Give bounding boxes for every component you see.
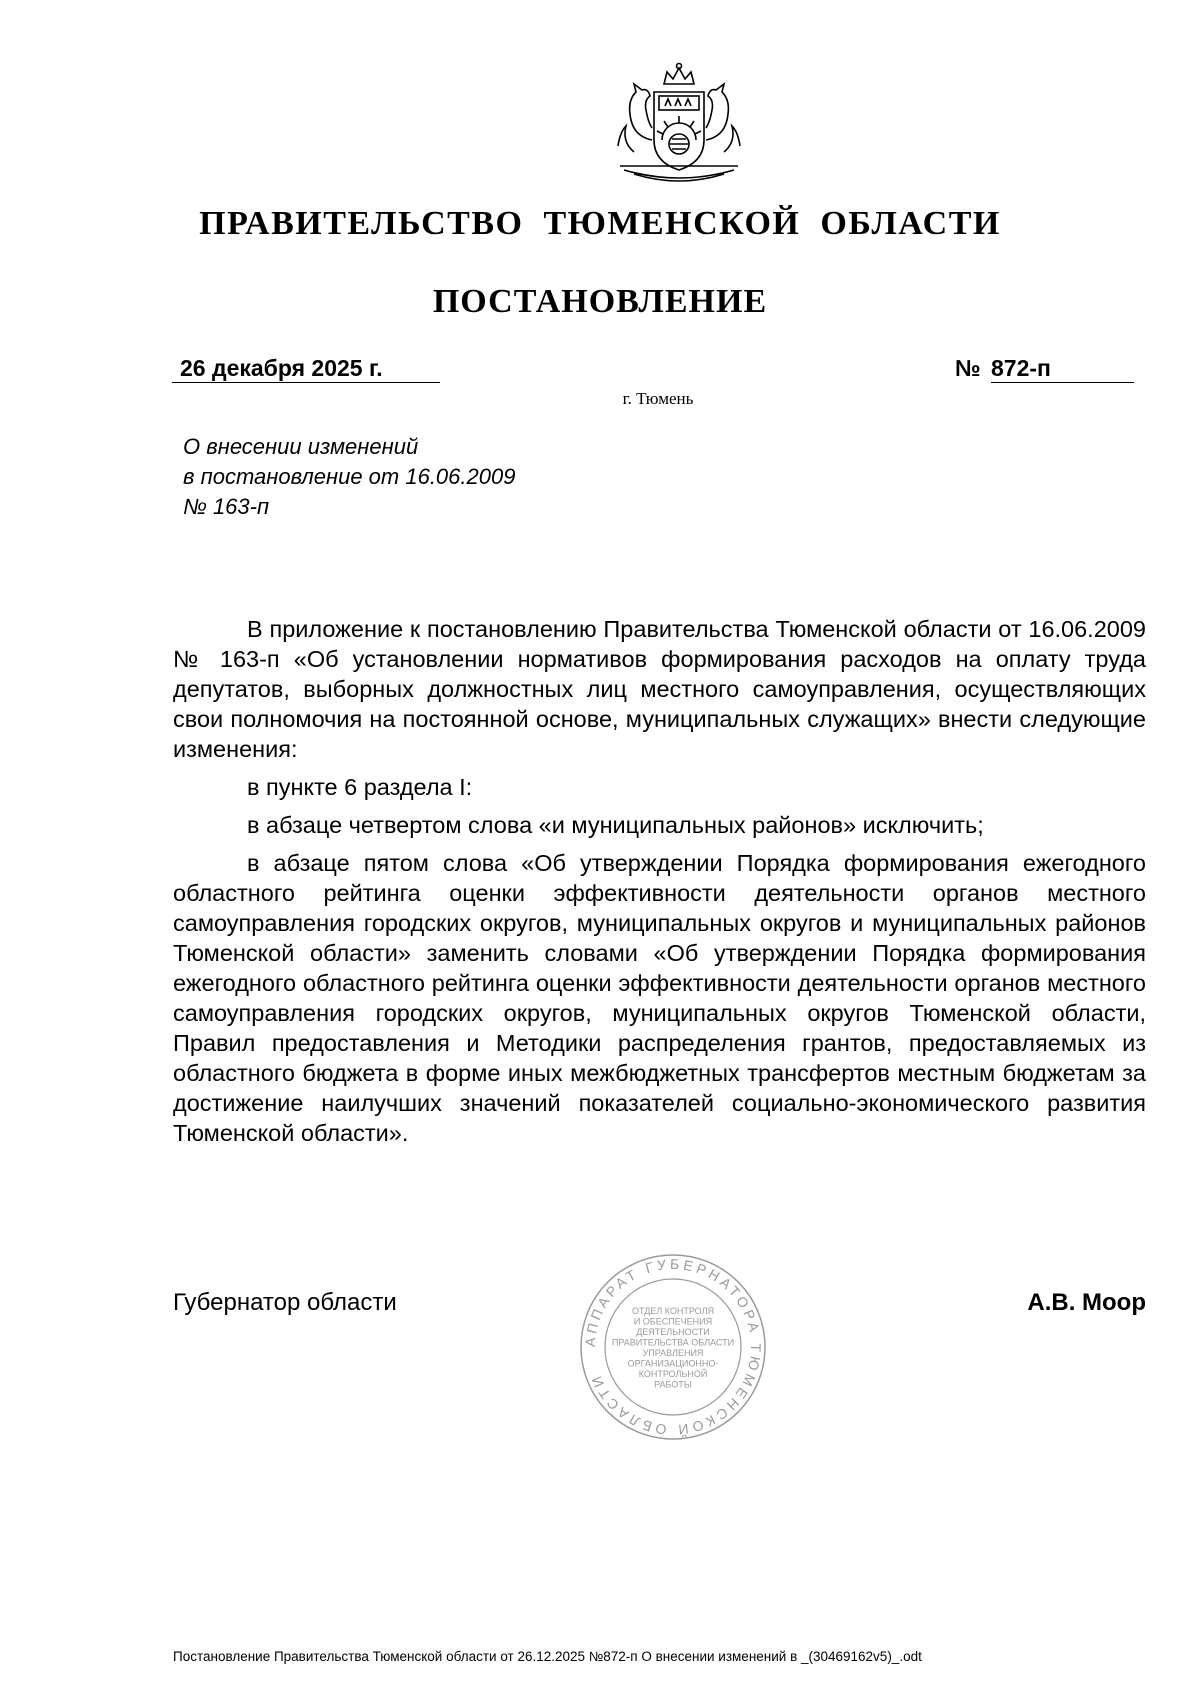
stamp-inner-line: ДЕЯТЕЛЬНОСТИ <box>636 1327 710 1337</box>
official-stamp <box>578 1252 768 1442</box>
stamp-inner-line: РАБОТЫ <box>654 1379 692 1390</box>
subject-line: № 163-п <box>183 494 270 519</box>
stamp-inner-line: ОРГАНИЗАЦИОННО- <box>627 1358 719 1369</box>
signature-block <box>173 1289 1146 1329</box>
page-footer: Постановление Правительства Тюменской области от 26.12.2025 №872-п О внесении изменений в _(30469162v5)_.odt <box>173 1649 922 1664</box>
stamp-inner-line: УПРАВЛЕНИЯ <box>642 1348 704 1358</box>
body-paragraph: в абзаце четвертом слова «и муниципальных районов» исключить; <box>247 812 984 838</box>
number-value: 872-п <box>991 354 1134 383</box>
document-city: г. Тюмень <box>622 389 694 408</box>
number-sign: № <box>955 355 981 381</box>
document-number <box>955 354 1135 383</box>
subject-line: в постановление от 16.06.2009 <box>183 464 516 489</box>
stamp-inner-line: ОТДЕЛ КОНТРОЛЯ <box>632 1306 714 1316</box>
coat-of-arms-icon <box>604 62 754 190</box>
document-body <box>173 614 1146 1148</box>
document-date: 26 декабря 2025 г. <box>172 354 440 383</box>
stamp-outer-text: АППАРАТ ГУБЕРНАТОРА ТЮМЕНСКОЙ ОБЛАСТИ <box>581 1255 765 1439</box>
document-type-title: ПОСТАНОВЛЕНИЕ <box>432 283 768 320</box>
signatory-name: А.В. Моор <box>1027 1289 1146 1316</box>
stamp-inner-line: КОНТРОЛЬНОЙ <box>638 1369 708 1379</box>
document-subject <box>183 432 683 522</box>
organization-title: ПРАВИТЕЛЬСТВО ТЮМЕНСКОЙ ОБЛАСТИ <box>199 205 1001 242</box>
body-paragraph: в абзаце пятом слова «Об утверждении Порядка формирования ежегодного областного рейтинга оценки эффективности деятельности органов местного самоуправления городских округов, муниципальных округов и муниципальных районов Тюменской области» заменить словами «Об утверждении Порядка формирования ежегодного областного рейтинга оценки эффективности деятельности органов местного самоуправления городских округов, муниципальных округов Тюменской области, Правил предоставления и Методики распределения грантов, предоставляемых из областного бюджета в форме иных межбюджетных трансфертов местным бюджетам за достижение наилучших значений показателей социально-экономического развития Тюменской области». <box>173 850 1146 1146</box>
stamp-inner-line: И ОБЕСПЕЧЕНИЯ <box>633 1316 713 1327</box>
signatory-position: Губернатор области <box>173 1289 397 1316</box>
body-paragraph: В приложение к постановлению Правительства Тюменской области от 16.06.2009 № 163-п «Об установлении нормативов формирования расходов на оплату труда депутатов, выборных должностных лиц местного самоуправления, осуществляющих свои полномочия на постоянной основе, муниципальных служащих» внести следующие изменения: <box>173 616 1146 762</box>
body-paragraph: в пункте 6 раздела I: <box>247 774 473 800</box>
stamp-inner-line: ПРАВИТЕЛЬСТВА ОБЛАСТИ <box>611 1337 735 1348</box>
subject-line: О внесении изменений <box>183 434 419 459</box>
